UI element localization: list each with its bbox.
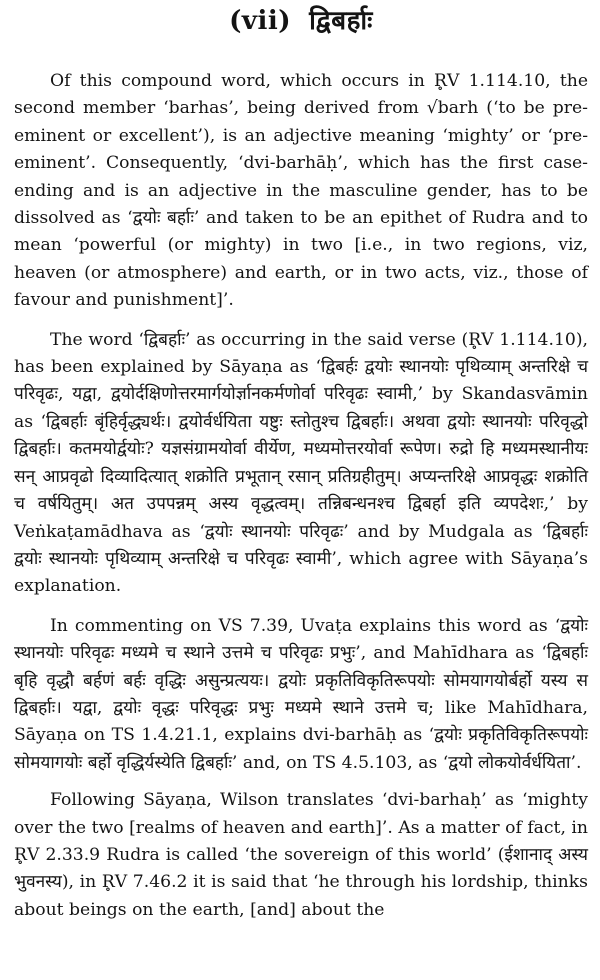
paragraph-compound-word: Of this compound word, which occurs in R̥V 1.114.10, the second member ‘barhas’, being derived from √barh (‘to be pre-eminent or excellent’), is an adjective meaning ‘mighty’ or ‘pre-eminent’. Consequently, ‘dvi-barhāḥ’, which has the first case-ending and is an adjective in the masculine gender, has to be dissolved as ‘द्वयोः बर्हाः’ and taken to be an epithet of Rudra and to mean ‘powerful (or mighty) in two [i.e., in two regions, viz, heaven (or atmosphere) and earth, or in two acts, viz., those of favour and punishment]’.: [14, 71, 588, 311]
section-number: (vii): [229, 6, 292, 36]
section-heading: [14, 0, 588, 38]
paragraph-commentators: The word ‘द्विबर्हाः’ as occurring in the said verse (R̥V 1.114.10), has been explained by Sāyaṇa as ‘द्विबर्हः द्वयोः स्थानयोः पृथिव्याम् अन्तरिक्षे च परिवृढः, यद्वा, द्वयोर्दक्षिणोत्तरमार्गयोर्ज्ञानकर्मणोर्वा परिवृढः स्वामी,’ by Skandasvāmin as ‘द्विबर्हाः बृंहिर्वृद्ध्यर्थः। द्वयोर्वर्धयिता यष्टुः स्तोतुश्च द्विबर्हाः। अथवा द्वयोः स्थानयोः परिवृद्धो द्विबर्हाः। कतमयोर्द्वयोः? यज्ञसंग्रामयोर्वा वीर्येण, मध्यमोत्तरयोर्वा रूपेण। रुद्रो हि मध्यमस्थानीयः सन् आप्रवृढो दिव्यादित्यात् शक्रोति प्रभूतान् रसान् प्रतिग्रहीतुम्। अप्यन्तरिक्षे आप्रवृद्धः शक्रोति च वर्षयितुम्। अत उपपन्नम् अस्य वृद्धत्वम्। तन्निबन्धनश्च द्विबर्हा इति व्यपदेशः,’ by Veṅkaṭamādhava as ‘द्वयोः स्थानयोः परिवृढः’ and by Mudgala as ‘द्विबर्हाः द्वयोः स्थानयोः पृथिव्याम् अन्तरिक्षे च परिवृढः स्वामी’, which agree with Sāyaṇa’s explanation.: [14, 329, 588, 597]
paragraph-vs-commentary: In commenting on VS 7.39, Uvaṭa explains this word as ‘द्वयोः स्थानयोः परिवृढः मध्यमे च स्थाने उत्तमे च परिवृढः प्रभुः’, and Mahīdhara as ‘द्विबर्हाः बृहि वृद्धौ बर्हणं बर्हः वृद्धिः असुन्प्रत्ययः। द्वयोः प्रकृतिविकृतिरूपयोः सोमयागयोर्बर्हो यस्य स द्विबर्हाः। यद्वा, द्वयोः वृद्धः परिवृद्धः प्रभुः मध्यमे स्थाने उत्तमे च; like Mahīdhara, Sāyaṇa on TS 1.4.21.1, explains dvi-barhāḥ as ‘द्वयोः प्रकृतिविकृतिरूपयोः सोमयागयोः बर्हो वृद्धिर्यस्येति द्विबर्हाः’ and, on TS 4.5.103, as ‘द्वयो लोकयोर्वर्धयिता’.: [14, 615, 588, 773]
section-term: द्विबर्हाः: [309, 6, 373, 36]
paragraph-wilson: Following Sāyaṇa, Wilson translates ‘dvi-barhaḥ’ as ‘mighty over the two [realms of heaven and earth]’. As a matter of fact, in R̥V 2.33.9 Rudra is called ‘the sovereign of this world’ (ईशानाद् अस्य भुवनस्य), in R̥V 7.46.2 it is said that ‘he through his lordship, thinks about beings on the earth, [and] about the: [14, 790, 588, 920]
